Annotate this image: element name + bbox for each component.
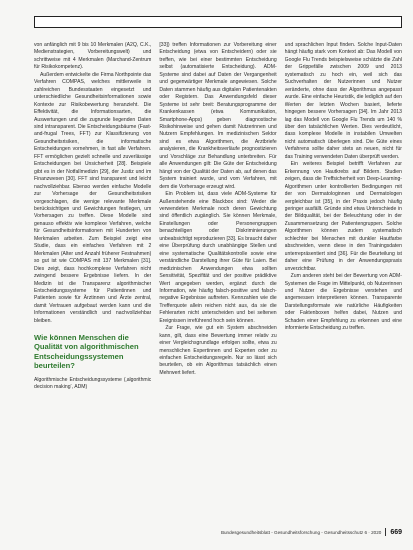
header-frame (34, 16, 402, 28)
paragraph: Außerdem entwickelte die Firma Northpointe das Verfahren COMPAS, welches mittlerweile in zahlreichen Bundesstaaten eingesetzt und unterschiedliche Gesundheitsinformationen sowie Kontexte zur Risikobewertung heranzieht. Die Effektivität, die Informationsarten, die Auswertungen und die zugrunde liegenden Daten sind intransparent. Die Entscheidungsbäume (Fast-and-frugal Trees, FFT) zur Klassifizierung von Gesundheitsrisiken, die informatische Entscheidungen vornehmen, in fast alle Verfahren. FFT ermöglichen gezielt schnelle und zuverlässige Entscheidungen bei Unsicherheit [28]. Beispiele gibt es in der Notfallmedizin [29], der Justiz und im Finanzwesen [30]. FFT sind transparent und leicht nachvollziehbar. Ebenso werden einfache Modelle zur Vorhersage der Gesundheitsrisiken vorgeschlagen, die wenige relevante Merkmale berücksichtigen und Gewichtungen festlegen, um Vorhersagen zu treffen. Diese Modelle sind genauso effektiv wie komplexe Verfahren, welche für Gesundheitsinformationen mit Hunderten von Merkmalen arbeiten. Zum Beispiel zeigt eine Studie, dass ein einfaches Verfahren mit 2 Merkmalen (Alter und Anzahl früherer Festnahmen) so gut ist wie COMPAS mit 137 Merkmalen [31]. Dies zeigt, dass hochkomplexe Verfahren nicht zwingend bessere Ergebnisse liefern. In der Medizin ist die Transparenz algorithmischer Entscheidungssysteme für Patientinnen und Patienten sowie für Ärztinnen und Ärzte zentral, damit Vertrauen aufgebaut werden kann und die Informationen verständlich und nachvollziehbar bleiben. (34, 71, 152, 324)
paragraph: und sprachlichen Input finden. Solche Input-Daten hängt häufig stark vom Kontext ab: Das Modell von Google Flu Trends beispielsweise schätzte die Zahl der Grippefälle zwischen 2009 und 2013 systematisch zu hoch ein, weil sich das Suchverhalten der Nutzerinnen und Nutzer veränderte, ohne dass der Algorithmus angepasst wurde. Eine einfache Heuristik, die lediglich auf den Werten der letzten Wochen basiert, lieferte hingegen bessere Vorhersagen [34]. Im Jahr 2013 lag das Modell von Google Flu Trends um 140 % über den tatsächlichen Werten. Dies verdeutlicht, dass komplexe Modelle in instabilen Umwelten nicht automatisch überlegen sind. Die Güte eines Verfahrens sollte daher stets an neuen, nicht für das Training verwendeten Daten überprüft werden. (284, 42, 402, 160)
page-footer (34, 526, 402, 538)
column-2 (159, 42, 276, 520)
paragraph: von anfänglich mit 9 bis 10 Merkmalen (A2Q, C.K., Medienstrategien, Vorbereitungswelt) und schrittweise mit 4 Merkmalen (Marchand-Zentrum für Risikokompetenz). (34, 42, 152, 71)
journal-citation: Bundesgesundheitsblatt - Gesundheitsforschung - Gesundheitsschutz 6 · 2020 (220, 529, 382, 535)
paragraph: Algorithmische Entscheidungssysteme (‚algorithmic decision making‘, ADM) (34, 377, 152, 391)
column-3 (285, 42, 402, 520)
paragraph: Ein weiteres Beispiel betrifft Verfahren zur Erkennung von Hautkrebs auf Bildern. Studien zeigen, dass die Treffsicherheit von Deep-Learning-Algorithmen unter kontrollierten Bedingungen mit der von Dermatologinnen und Dermatologen vergleichbar ist [35], in der Praxis jedoch häufig geringer ausfällt. Gründe sind etwa Unterschiede in der Bildqualität, bei der Beleuchtung oder in der Zusammensetzung der Patientengruppen. Solche Algorithmen können zudem systematisch schlechter bei Menschen mit dunkler Hautfarbe abschneiden, wenn diese in den Trainingsdaten unterrepräsentiert sind [36]. Für die Beurteilung ist daher eine Prüfung in der Anwendungspraxis unverzichtbar. (284, 161, 402, 272)
page-number: 669 (390, 528, 402, 536)
paragraph: Zur Frage, wie gut ein System abschneiden kann, gilt, dass eine Bewertung immer relativ zu einer Vergleichsgrundlage erfolgen sollte, etwa zu menschlichen Expertinnen und Experten oder zu einfachen Entscheidungsregeln. Nur so lässt sich beurteilen, ob ein Algorithmus tatsächlich einen Mehrwert liefert. (159, 325, 277, 376)
paragraph: Zum anderen steht bei der Bewertung von ADM-Systemen die Frage im Mittelpunkt, ob Nutzerinnen und Nutzer die Ergebnisse verstehen und angemessen interpretieren können. Transparente Darstellungsformate wie natürliche Häufigkeiten oder Faktenboxen helfen dabei, Nutzen und Schaden einer Empfehlung zu erkennen und eine informierte Entscheidung zu treffen. (284, 273, 402, 332)
footer-divider (385, 528, 386, 536)
column-1 (34, 42, 151, 520)
paragraph: [33]) treffen Informationen zur Vorbereitung einer Entscheidung (etwa von Entscheidern) oder sie treffen, wie bei einer bestimmten Entscheidung selbst (automatisierte Entscheidung). ADM-Systeme sind dabei auf Daten der Vergangenheit und gegenwärtiger Merkmale angewiesen. Solche Daten stammen häufig aus digitalen Patientenakten oder Registern. Das Anwendungsfeld dieser Systeme ist sehr breit: Beratungsprogramme der Krankenkassen (etwa Kommunikation, Smartphone-Apps) geben diagnostische Risikohinweise und gehen damit Nutzerinnen und Nutzern Empfehlungen. Im medizinischen Sektor sind es etwa Algorithmen, die Arztbriefe analysieren, die Krankheitsverläufe prognostizieren und Vorschläge zur Behandlung unterbreiten. Für alle Anwendungen gilt: Die Güte der Entscheidung hängt von der Qualität der Daten ab, auf denen das System trainiert wurde, und vom Verfahren, mit dem die Vorhersage erzeugt wird. (159, 42, 277, 190)
paragraph: Ein Problem ist, dass viele ADM-Systeme für Außenstehende eine Blackbox sind: Weder die verwendeten Merkmale noch deren Gewichtung sind öffentlich zugänglich. Sie können Merkmale, Einstellungen oder Personengruppen benachteiligen oder Diskriminierungen unbeabsichtigt reproduzieren [33]. Es braucht daher eine Überprüfung durch unabhängige Stellen und eine systematische Qualitätskontrolle sowie eine verständliche Darstellung ihrer Güte für Laien. Bei medizinischen Anwendungen etwa sollten Sensitivität, Spezifität und der positive prädiktive Wert angegeben werden, ergänzt durch die Information, wie häufig falsch-positive und falsch-negative Ergebnisse auftreten. Kennzahlen wie die Trefferquote allein reichen nicht aus, da sie die Fehlerarten nicht unterscheiden und bei seltenen Ereignissen irreführend hoch sein können. (159, 191, 277, 324)
section-heading: Wie können Menschen die Qualität von algorithmischen Entscheidungssystemen beurteilen? (34, 333, 139, 370)
article-body (34, 42, 402, 520)
